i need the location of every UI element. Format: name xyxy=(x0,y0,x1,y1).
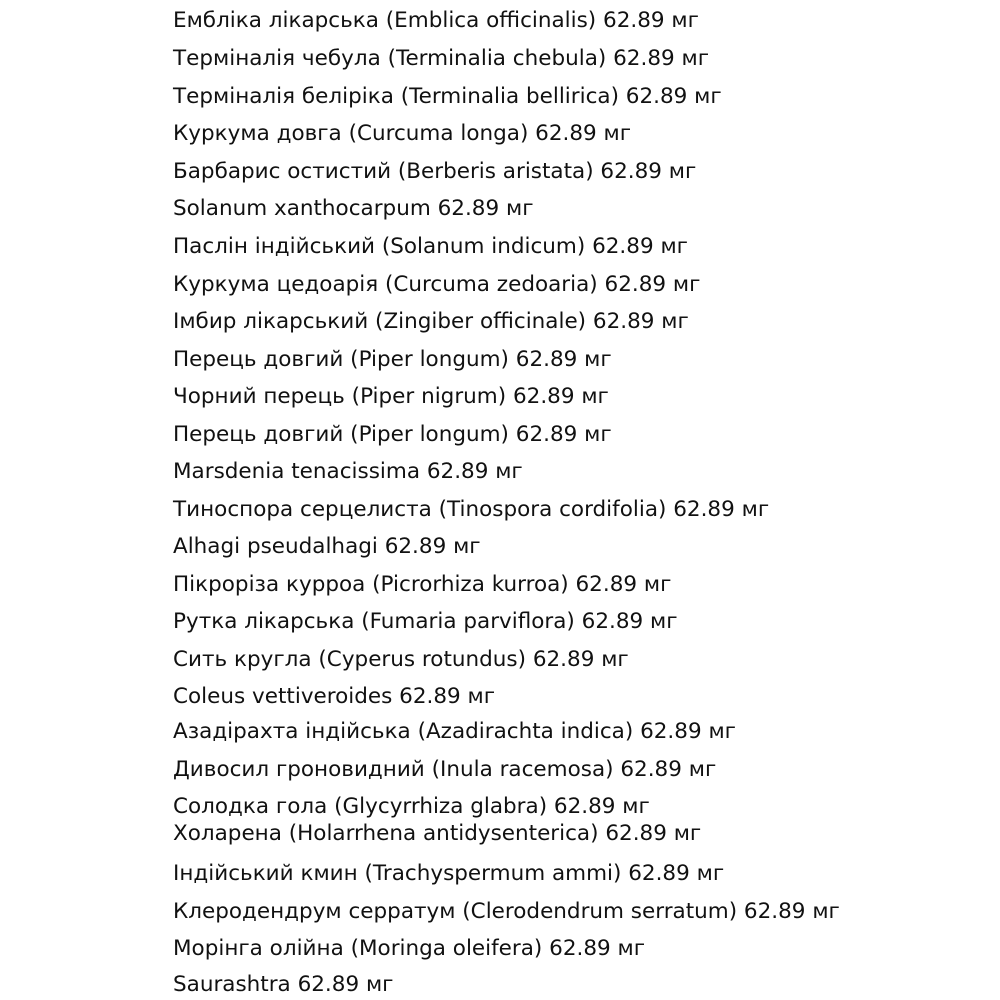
list-item: Чорний перець (Piper nigrum) 62.89 мг xyxy=(173,384,609,409)
list-item: Куркума цедоарiя (Curcuma zedoaria) 62.89 мг xyxy=(173,272,701,297)
list-item: Alhagi pseudalhagi 62.89 мг xyxy=(173,534,481,559)
list-item: Пiкрорiза курроа (Picrorhiza kurroa) 62.89 мг xyxy=(173,572,672,597)
list-item: Iндiйський кмин (Trachyspermum ammi) 62.89 мг xyxy=(173,861,725,886)
list-item: Тиноспора серцелиста (Tinospora cordifolia) 62.89 мг xyxy=(173,497,770,522)
list-item: Морiнга олiйна (Moringa oleifera) 62.89 мг xyxy=(173,936,646,961)
list-item: Iмбир лiкарський (Zingiber officinale) 62.89 мг xyxy=(173,309,689,334)
list-item: Дивосил гроновидний (Inula racemosa) 62.89 мг xyxy=(173,757,717,782)
list-item: Термiналiя чебула (Terminalia chebula) 62.89 мг xyxy=(173,46,710,71)
list-item: Термiналiя белiрiка (Terminalia bellirica) 62.89 мг xyxy=(173,84,722,109)
list-item: Рутка лiкарська (Fumaria parviflora) 62.89 мг xyxy=(173,609,678,634)
list-item: Паслiн iндiйський (Solanum indicum) 62.89 мг xyxy=(173,234,688,259)
list-item: Перець довгий (Piper longum) 62.89 мг xyxy=(173,347,612,372)
list-item: Азадiрахта iндiйська (Azadirachta indica) 62.89 мг xyxy=(173,719,736,744)
list-item: Барбарис остистий (Berberis aristata) 62.89 мг xyxy=(173,159,697,184)
list-item: Клеродендрум серратум (Clerodendrum serratum) 62.89 мг xyxy=(173,899,840,924)
list-item: Емблiка лiкарська (Emblica officinalis) 62.89 мг xyxy=(173,8,699,33)
list-item: Солодка гола (Glycyrrhiza glabra) 62.89 мг xyxy=(173,794,650,819)
list-item: Coleus vettiveroides 62.89 мг xyxy=(173,684,496,709)
list-item: Solanum xanthocarpum 62.89 мг xyxy=(173,196,534,221)
list-item: Marsdenia tenacissima 62.89 мг xyxy=(173,459,523,484)
list-item: Saurashtra 62.89 мг xyxy=(173,972,394,997)
list-item: Перець довгий (Piper longum) 62.89 мг xyxy=(173,422,612,447)
list-item: Куркума довга (Curcuma longa) 62.89 мг xyxy=(173,121,632,146)
list-item: Сить кругла (Cyperus rotundus) 62.89 мг xyxy=(173,647,629,672)
list-item: Холарена (Holarrhena antidysenterica) 62.89 мг xyxy=(173,821,702,846)
